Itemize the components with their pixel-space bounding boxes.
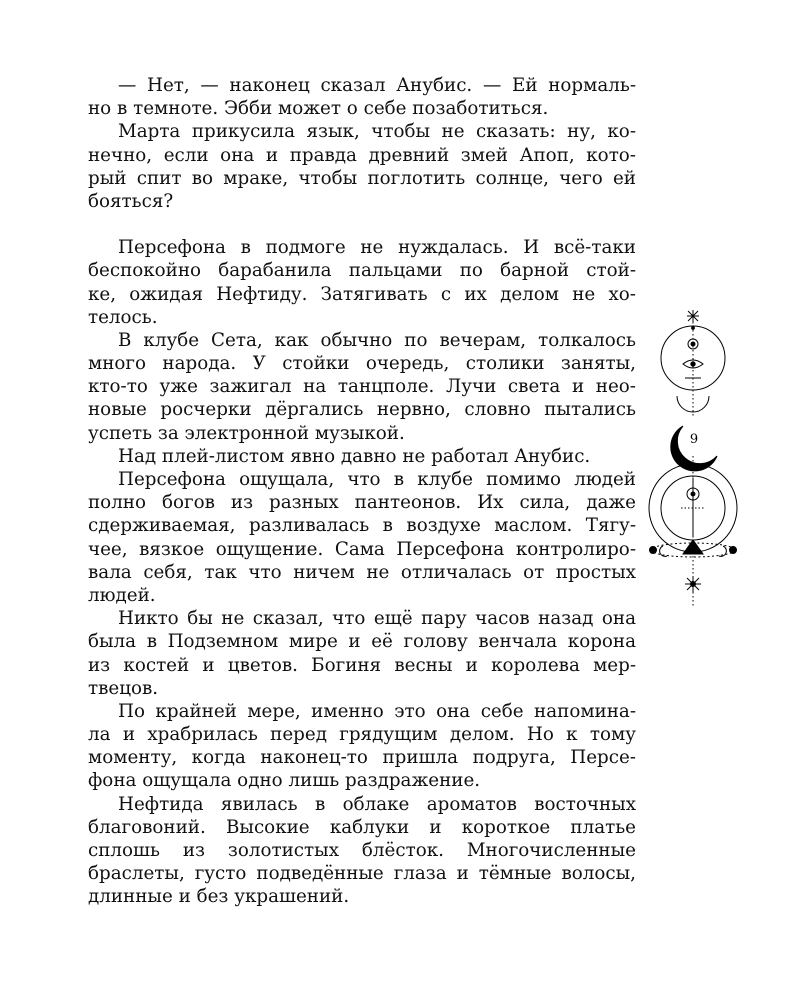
text-line: рый спит во мраке, чтобы поглотить солнце, чего ей (88, 167, 636, 189)
paragraph (88, 236, 636, 329)
text-line: длинные и без украшений. (88, 886, 350, 908)
paragraph (88, 445, 636, 468)
text-line: благовоний. Высокие каблуки и короткое платье (88, 816, 636, 838)
paragraph (88, 468, 636, 607)
text-line: сдерживаемая, разливалась в воздухе маслом. Тягу- (88, 515, 636, 537)
paragraph (88, 74, 636, 120)
pyramid-icon (683, 540, 703, 554)
text-line: Персефона в подмоге не нуждалась. И всё-таки (118, 237, 636, 259)
text-line: чее, вязкое ощущение. Сама Персефона контролиро- (88, 538, 636, 560)
text-line: По крайней мере, именно это она себе напомина- (118, 700, 636, 722)
text-line: беспокойно барабанила пальцами по барной стой- (88, 260, 636, 282)
text-line: сплошь из золотистых блёсток. Многочисленные (88, 840, 636, 861)
text-line: ке, ожидая Нефтиду. Затягивать с их делом не хо- (88, 283, 636, 305)
text-line: — Нет, — наконец сказал Анубис. — Ей нормаль- (118, 75, 636, 96)
text-line: людей. (88, 584, 156, 606)
text-line: успеть за электронной музыкой. (88, 422, 405, 444)
paragraph (88, 329, 636, 445)
text-line: вала себя, так что ничем не отличалась от простых (88, 561, 636, 583)
paragraph (88, 607, 636, 700)
text-line: была в Подземном мире и её голову венчала корона (88, 631, 636, 653)
text-line: Над плей-листом явно давно не работал Анубис. (118, 445, 591, 467)
text-line: из костей и цветов. Богиня весны и королева мер- (88, 654, 636, 676)
text-line: моменту, когда наконец-то пришла подруга, Персе- (88, 747, 636, 769)
text-line: браслеты, густо подведённые глаза и тёмные волосы, (88, 863, 636, 885)
text-line: новые росчерки дёргались нервно, словно пытались (88, 399, 636, 421)
text-line: твецов. (88, 677, 159, 699)
text-line: фона ощущала одно лишь раздражение. (88, 770, 481, 792)
text-line: Марта прикусила язык, чтобы не сказать: ну, ко- (118, 121, 636, 143)
text-line: полно богов из разных пантеонов. Их сила, даже (88, 492, 636, 514)
page-number: 9 (689, 432, 699, 447)
text-line: кто-то уже зажигал на танцполе. Лучи света и нео- (88, 376, 636, 398)
celestial-ornament (643, 308, 743, 608)
text-line: Персефона ощущала, что в клубе помимо людей (118, 469, 636, 490)
text-line: В клубе Сета, как обычно по вечерам, толкалось (118, 329, 636, 351)
text-line: Никто бы не сказал, что ещё пару часов назад она (118, 608, 636, 630)
text-line: Нефтида явилась в облаке ароматов восточных (118, 793, 636, 815)
text-line: телось. (88, 306, 158, 328)
paragraph (88, 120, 636, 213)
text-line: но в темноте. Эбби может о себе позаботиться. (88, 98, 549, 120)
section-break (88, 213, 636, 236)
paragraph (88, 793, 636, 909)
text-line: нечно, если она и правда древний змей Апоп, кото- (88, 144, 636, 166)
body-text (88, 74, 636, 909)
text-line: ла и храбрилась перед грядущим делом. Но к тому (88, 724, 636, 746)
star-icon-top (687, 310, 699, 322)
text-line: много народа. У стойки очередь, столики заняты, (88, 353, 636, 375)
text-line: бояться? (88, 190, 174, 212)
paragraph (88, 700, 636, 793)
